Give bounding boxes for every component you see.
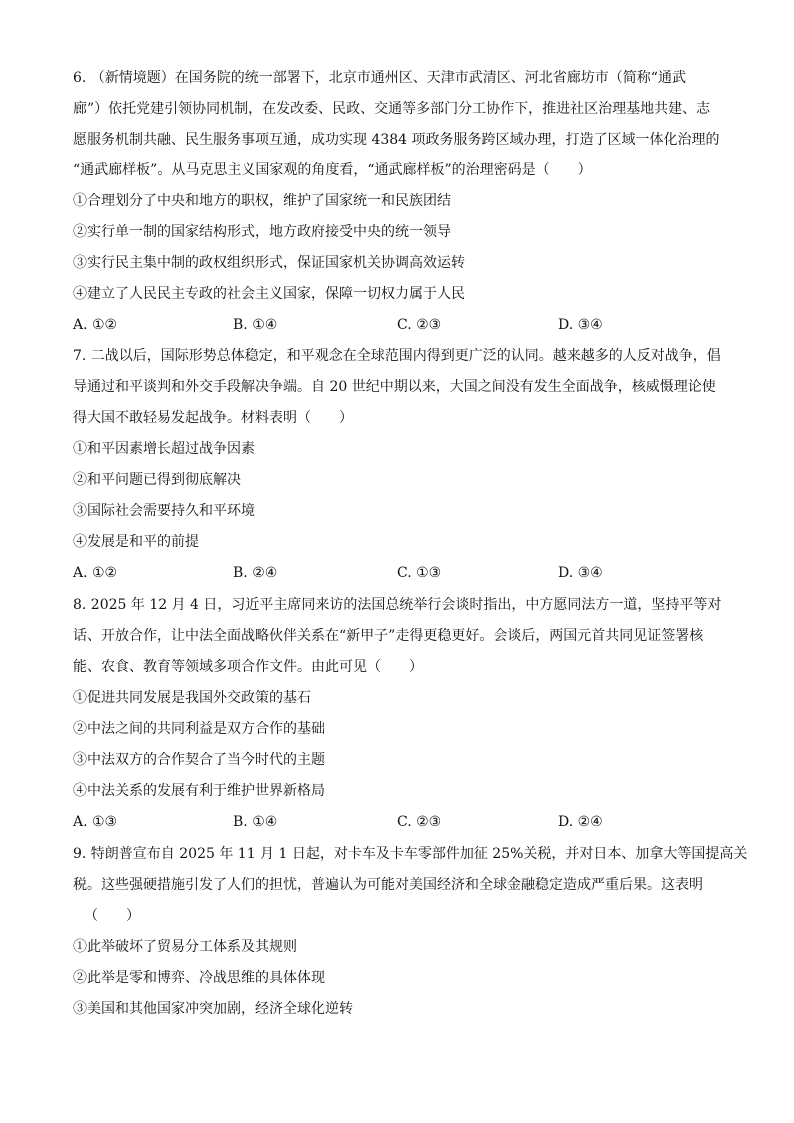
q7-option-d[interactable]: D. ③④ [558,565,603,581]
q9-stem-line-1: 9. 特朗普宣布自 2025 年 11 月 1 日起，对卡车及卡车零部件加征 25%关税，并对日本、加拿大等国提高关 [73,846,748,862]
q9-statement-3: ③美国和其他国家冲突加剧，经济全球化逆转 [73,1001,353,1017]
q8-option-c[interactable]: C. ②③ [397,814,442,830]
q7-stem-line-1: 7. 二战以后，国际形势总体稳定，和平观念在全球范围内得到更广泛的认同。越来越多的人反对战争，倡 [73,348,721,364]
q6-option-c[interactable]: C. ②③ [397,317,442,333]
q7-option-b[interactable]: B. ②④ [233,565,278,581]
q6-statement-1: ①合理划分了中央和地方的职权，维护了国家统一和民族团结 [73,193,451,209]
q8-statement-1: ①促进共同发展是我国外交政策的基石 [73,690,311,706]
q8-statement-2: ②中法之间的共同利益是双方合作的基础 [73,721,325,737]
q7-statement-2: ②和平问题已得到彻底解决 [73,472,241,488]
q7-option-c[interactable]: C. ①③ [397,565,442,581]
q8-option-a[interactable]: A. ①③ [73,814,118,830]
q8-stem-line-3: 能、农食、教育等领域多项合作文件。由此可见（ ） [73,659,423,675]
q7-stem-line-2: 导通过和平谈判和外交手段解决争端。自 20 世纪中期以来，大国之间没有发生全面战争，核威慑理论使 [73,379,716,395]
q6-option-d[interactable]: D. ③④ [558,317,603,333]
q6-statement-3: ③实行民主集中制的政权组织形式，保证国家机关协调高效运转 [73,255,465,271]
q6-stem-line-4: “通武廊样板”。从马克思主义国家观的角度看，“通武廊样板”的治理密码是（ ） [73,162,592,178]
q7-option-a[interactable]: A. ①② [73,565,118,581]
q6-statement-2: ②实行单一制的国家结构形式，地方政府接受中央的统一领导 [73,224,451,240]
q7-statement-1: ①和平因素增长超过战争因素 [73,441,255,457]
q8-options [73,812,733,832]
q7-options [73,563,733,583]
q8-statement-4: ④中法关系的发展有利于维护世界新格局 [73,783,325,799]
q9-stem-line-3: （ ） [84,908,140,924]
q8-option-d[interactable]: D. ②④ [558,814,603,830]
q8-stem-line-1: 8. 2025 年 12 月 4 日，习近平主席同来访的法国总统举行会谈时指出，中方愿同法方一道，坚持平等对 [73,597,722,613]
q6-stem-line-2: 廊”）依托党建引领协同机制，在发改委、民政、交通等多部门分工协作下，推进社区治理基地共建、志 [73,101,711,117]
q9-statement-1: ①此举破坏了贸易分工体系及其规则 [73,939,297,955]
q7-statement-3: ③国际社会需要持久和平环境 [73,503,255,519]
q6-option-b[interactable]: B. ①④ [233,317,278,333]
q8-statement-3: ③中法双方的合作契合了当今时代的主题 [73,752,325,768]
q7-stem-line-3: 得大国不敢轻易发起战争。材料表明（ ） [73,410,353,426]
q7-statement-4: ④发展是和平的前提 [73,534,199,550]
q6-stem-line-3: 愿服务机制共融、民生服务事项互通，成功实现 4384 项政务服务跨区域办理，打造了区域一体化治理的 [73,132,720,148]
q6-stem-line-1: 6. （新情境题）在国务院的统一部署下，北京市通州区、天津市武清区、河北省廊坊市（简称“通武 [73,70,686,86]
q6-option-a[interactable]: A. ①② [73,317,118,333]
q8-option-b[interactable]: B. ①④ [233,814,278,830]
q9-statement-2: ②此举是零和博弈、冷战思维的具体体现 [73,970,325,986]
q8-stem-line-2: 话、开放合作，让中法全面战略伙伴关系在“新甲子”走得更稳更好。会谈后，两国元首共同见证签署核 [73,628,704,644]
q6-statement-4: ④建立了人民民主专政的社会主义国家，保障一切权力属于人民 [73,286,465,302]
q6-options [73,315,733,335]
q9-stem-line-2: 税。这些强硬措施引发了人们的担忧，普遍认为可能对美国经济和全球金融稳定造成严重后果。这表明 [73,877,703,893]
